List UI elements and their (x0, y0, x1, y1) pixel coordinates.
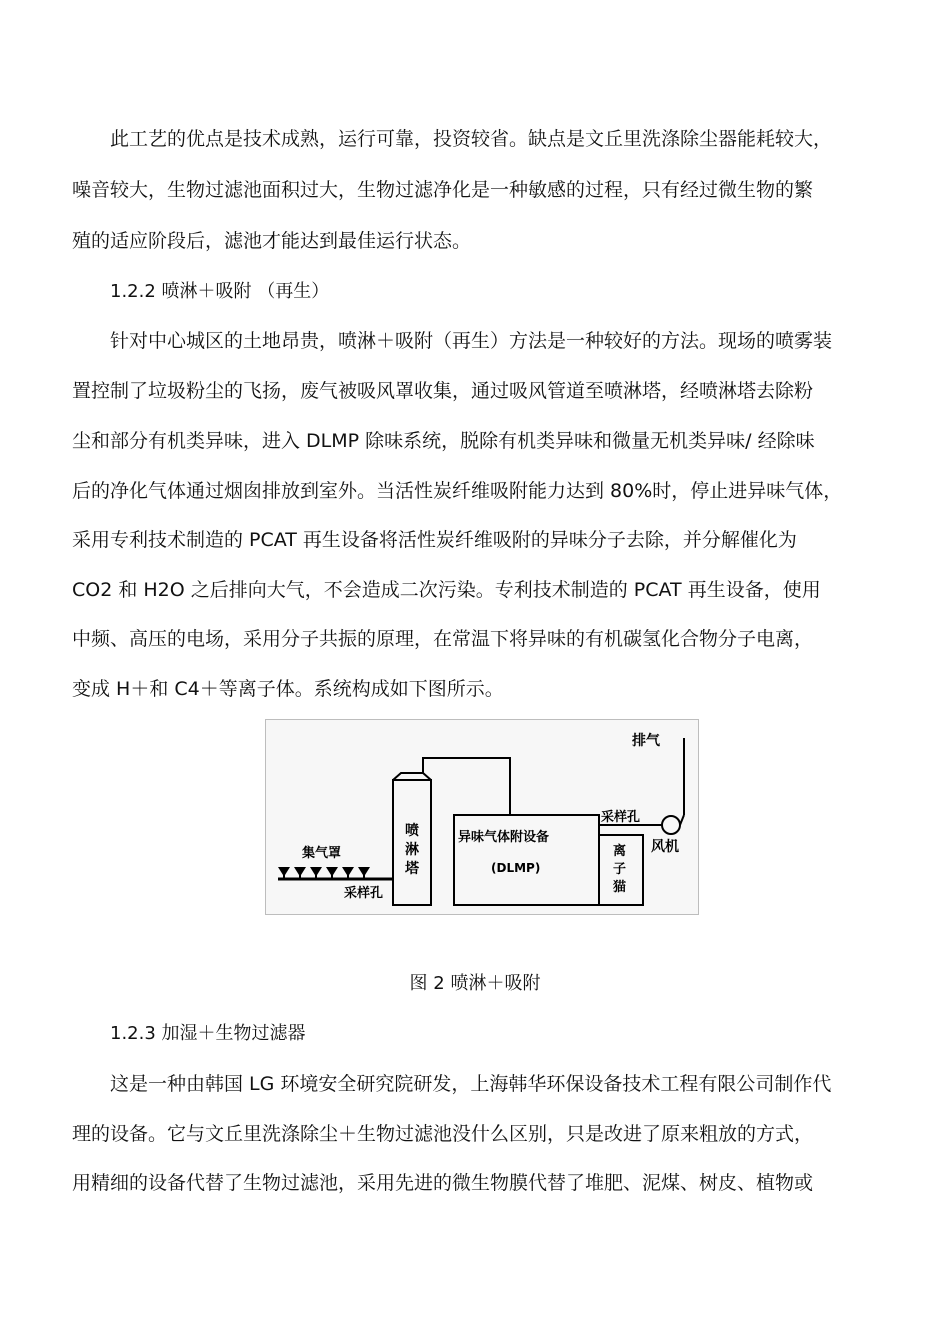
label-tower-3: 塔 (405, 861, 419, 877)
fan-icon (662, 816, 680, 834)
body-line: 变成 H＋和 C4＋等离子体。系统构成如下图所示。 (72, 678, 504, 700)
dlmp-device-box (454, 815, 599, 905)
body-line: 尘和部分有机类异味，进入 DLMP 除味系统，脱除有机类异味和微量无机类异味/ 经除味 (72, 430, 815, 452)
intro-line-1: 此工艺的优点是技术成熟，运行可靠，投资较省。缺点是文丘里洗涤除尘器能耗较大， (110, 128, 833, 150)
label-tower-2: 淋 (405, 842, 419, 858)
label-ion-2: 子 (613, 862, 627, 877)
body-line: 中频、高压的电场，采用分子共振的原理，在常温下将异味的有机碳氢化合物分子电离， (72, 628, 814, 650)
system-diagram (265, 719, 699, 915)
body-line: 针对中心城区的土地昂贵，喷淋＋吸附（再生）方法是一种较好的方法。现场的喷雾装 (110, 330, 833, 352)
body-line: 采用专利技术制造的 PCAT 再生设备将活性炭纤维吸附的异味分子去除，并分解催化为 (72, 529, 797, 551)
tower-to-device-pipe (423, 758, 510, 815)
body-line: 置控制了垃圾粉尘的飞扬，废气被吸风罩收集，通过吸风管道至喷淋塔，经喷淋塔去除粉 (72, 380, 814, 402)
intro-line-2: 噪音较大，生物过滤池面积过大，生物过滤净化是一种敏感的过程，只有经过微生物的繁 (72, 179, 814, 201)
body-line: CO2 和 H2O 之后排向大气，不会造成二次污染。专利技术制造的 PCAT 再生设备，使用 (72, 579, 821, 601)
body-line: 理的设备。它与文丘里洗涤除尘＋生物过滤池没什么区别，只是改进了原来粗放的方式， (72, 1123, 814, 1145)
label-sample-hole-bottom: 采样孔 (344, 886, 384, 901)
section-1-2-3-heading: 1.2.3 加湿＋生物过滤器 (110, 1023, 306, 1044)
label-device-code: (DLMP) (491, 861, 541, 875)
body-line: 用精细的设备代替了生物过滤池，采用先进的微生物膜代替了堆肥、泥煤、树皮、植物或 (72, 1172, 814, 1194)
label-device-name: 异味气体附设备 (458, 830, 550, 845)
body-line: 后的净化气体通过烟囱排放到室外。当活性炭纤维吸附能力达到 80%时，停止进异味气体， (72, 480, 843, 502)
label-fan: 风机 (651, 839, 679, 855)
intro-line-3: 殖的适应阶段后，滤池才能达到最佳运行状态。 (72, 230, 472, 252)
label-ion-3: 猫 (613, 880, 627, 895)
label-tower-1: 喷 (405, 823, 419, 839)
body-line: 这是一种由韩国 LG 环境安全研究院研发，上海韩华环保设备技术工程有限公司制作代 (110, 1073, 832, 1095)
label-hood: 集气罩 (302, 846, 342, 861)
label-sample-hole-top: 采样孔 (601, 810, 641, 825)
figure-caption: 图 2 喷淋＋吸附 (409, 973, 541, 994)
section-1-2-2-heading: 1.2.2 喷淋＋吸附 （再生） (110, 281, 330, 302)
label-exhaust: 排气 (632, 733, 660, 749)
label-ion-1: 离 (613, 844, 627, 859)
